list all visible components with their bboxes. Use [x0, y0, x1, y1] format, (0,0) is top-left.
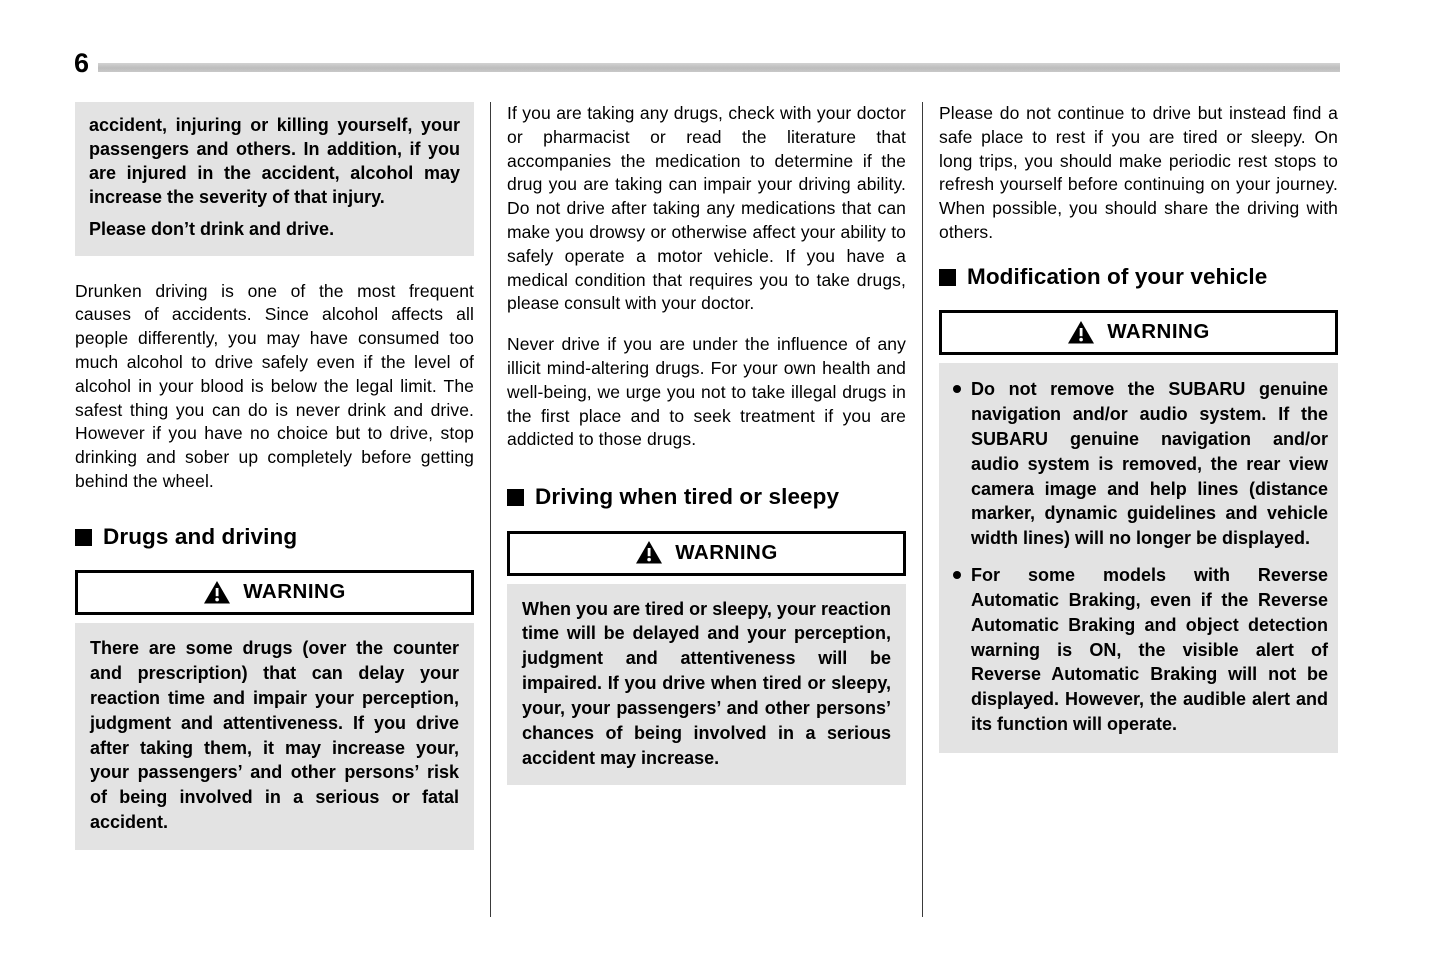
warning-box [939, 310, 1338, 752]
paragraph: Drunken driving is one of the most frequent causes of accidents. Since alcohol affects all people differently, you may have consumed too much alcohol to drive safely even if the level of alcohol in your blood is below the legal limit. The safest thing you can do is never drink and drive. However if you have no choice but to drive, stop drinking and sober up completely before getting behind the wheel. [75, 280, 474, 492]
bullet-text: For some models with Reverse Automatic Braking, even if the Reverse Automatic Braking and object detection warning is ON, the visible alert of Reverse Automatic Braking will not be displayed. However, the audible alert and its function will operate. [971, 565, 1328, 735]
warning-header [939, 310, 1338, 355]
section-heading-modification-of-vehicle [939, 262, 1338, 293]
section-heading-label: Drugs and driving [103, 523, 298, 549]
paragraph: Please do not continue to drive but instead find a safe place to rest if you are tired or sleepy. On long trips, you should make periodic rest stops to refresh yourself before continuing on your journey. When possible, you should share the driving with others. [939, 103, 1338, 242]
warning-body [939, 363, 1338, 753]
section-heading-driving-tired-sleepy [507, 482, 906, 513]
warning-carryover-box [75, 102, 474, 256]
section-marker-icon [507, 489, 524, 506]
bullet-icon [953, 385, 961, 393]
warning-triangle-icon [635, 540, 663, 565]
paragraph: If you are taking any drugs, check with your doctor or pharmacist or read the literature that accompanies the medication to determine if the drug you are taking can impair your driving ability. Do not drive after taking any medications that can make you drowsy or otherwise affect your ability to safely operate a motor vehicle. If you have a medical condition that requires you to take drugs, please consult with your doctor. [507, 103, 906, 314]
page-number: 6 [74, 48, 90, 78]
section-heading-label: Modification of your vehicle [967, 263, 1268, 289]
column-divider [922, 102, 923, 917]
warning-label: WARNING [1107, 320, 1210, 344]
bullet-icon [953, 571, 961, 579]
warning-header [75, 570, 474, 615]
warning-label: WARNING [675, 540, 778, 564]
warning-label: WARNING [243, 580, 346, 604]
bullet-text: Do not remove the SUBARU genuine navigation and/or audio system. If the SUBARU genuine navigation and/or audio system is removed, the rear view camera image and help lines (distance marker, dynamic guidelines and vehicle width lines) will no longer be displayed. [971, 379, 1328, 549]
warning-header [507, 531, 906, 576]
column-1 [75, 102, 474, 917]
warning-box [507, 531, 906, 786]
carryover-text-2: Please don’t drink and drive. [89, 218, 335, 239]
page-columns [75, 102, 1345, 917]
warning-triangle-icon [1067, 320, 1095, 345]
warning-bullet-item [949, 563, 1328, 737]
column-3 [939, 102, 1338, 917]
warning-body: There are some drugs (over the counter and prescription) that can delay your reaction time and impair your perception, judgment and attentiveness. If you drive after taking them, it may increase your, your passengers’ and other persons’ risk of being involved in a serious or fatal accident. [75, 623, 474, 850]
column-divider [490, 102, 491, 917]
paragraph: Never drive if you are under the influence of any illicit mind-altering drugs. For your own health and well-being, we urge you not to take illegal drugs in the first place and to seek treatment if you are addicted to those drugs. [507, 334, 906, 450]
section-marker-icon [75, 529, 92, 546]
section-heading-label: Driving when tired or sleepy [535, 484, 840, 510]
warning-body: When you are tired or sleepy, your reaction time will be delayed and your perception, judgment and attentiveness will be impaired. If you drive when tired or sleepy, your, your passengers’ and other persons’ chances of being involved in a serious accident may increase. [507, 584, 906, 786]
section-marker-icon [939, 269, 956, 286]
warning-bullet-item [949, 377, 1328, 551]
section-heading-drugs-and-driving [75, 522, 474, 553]
warning-box [75, 570, 474, 850]
header-rule [98, 63, 1340, 72]
column-2 [507, 102, 906, 917]
warning-triangle-icon [203, 580, 231, 605]
carryover-text: accident, injuring or killing yourself, your passengers and others. In addition, if you are injured in the accident, alcohol may increase the severity of that injury. [89, 115, 460, 207]
page-header [0, 0, 1445, 102]
